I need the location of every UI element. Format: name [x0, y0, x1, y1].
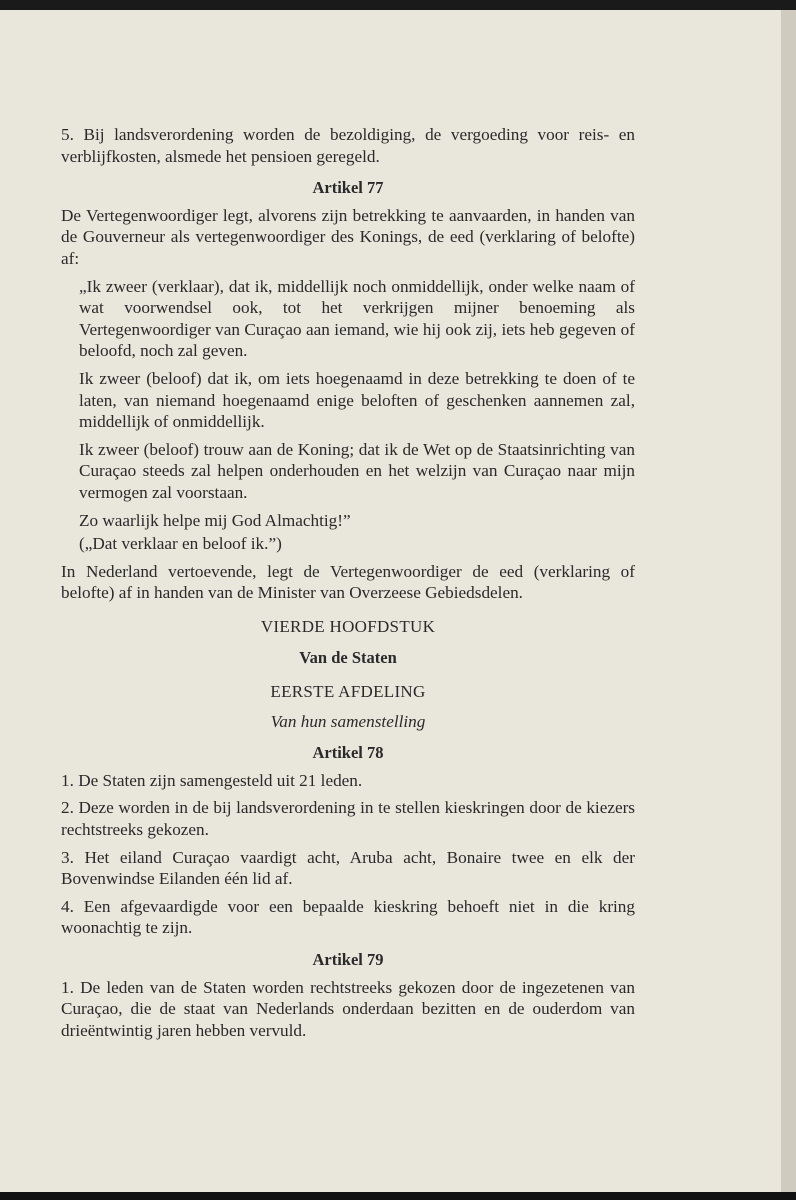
article-79-heading: Artikel 79: [312, 950, 384, 969]
oath-paragraph-3: Ik zweer (beloof) trouw aan de Koning; dat ik de Wet op de Staatsinrichting van Curaçao steeds zal helpen onderhouden en het welzijn van Curaçao naar mijn vermogen zal voorstaan.: [79, 439, 635, 502]
article-78-heading: Artikel 78: [312, 743, 384, 763]
netherlands-paragraph: In Nederland vertoevende, legt de Vertegenwoordiger de eed (verklaring of belofte) af in handen van de Minister van Overzeese Gebiedsdelen.: [61, 561, 635, 603]
paragraph-article-76-5: 5. Bij landsverordening worden de bezoldiging, de vergoeding voor reis- en verblijfkosten, alsmede het pensioen geregeld.: [61, 125, 635, 166]
article-79-item-1: 1. De leden van de Staten worden rechtstreeks gekozen door de ingezetenen van Curaçao, die de staat van Nederlands onderdaan bezitten en de ouderdom van drieëntwintig jaren hebben vervuld.: [61, 977, 635, 1040]
section-subheading: Van hun samenstelling: [270, 711, 426, 731]
oath-paragraph-1: „Ik zweer (verklaar), dat ik, middellijk noch onmiddellijk, onder welke naam of wat voorwendsel ook, tot het verkrijgen mijner benoeming als Vertegenwoordiger van Curaçao aan iemand, wie hij ook zij, iets heb gegeven of beloofd, noch zal geven.: [79, 276, 635, 361]
page-bottom-edge: [0, 1192, 796, 1200]
section-heading: EERSTE AFDELING: [270, 682, 426, 702]
article-78-item-4: 4. Een afgevaardigde voor een bepaalde kieskring behoeft niet in die kring woonachtig te zijn.: [61, 896, 635, 938]
oath-paragraph-2: Ik zweer (beloof) dat ik, om iets hoegenaamd in deze betrekking te doen of te laten, van niemand hoegenaamd enige beloften of geschenken aannemen zal, middellijk of onmiddellijk.: [79, 368, 635, 432]
article-78-item-2: 2. Deze worden in de bij landsverordening in te stellen kieskringen door de kiezers rechtstreeks gekozen.: [61, 798, 635, 840]
oath-block: [61, 276, 635, 555]
chapter-heading: VIERDE HOOFDSTUK: [260, 616, 436, 636]
oath-paragraph-4: Zo waarlijk helpe mij God Almachtig!”: [79, 510, 351, 530]
page-edge: [781, 10, 796, 1192]
article-78-item-3: 3. Het eiland Curaçao vaardigt acht, Aruba acht, Bonaire twee en elk der Bovenwindse Eilanden één lid af.: [61, 847, 635, 889]
document-body: [61, 124, 635, 1047]
article-77-heading: Artikel 77: [312, 178, 384, 198]
chapter-subheading: Van de Staten: [299, 648, 397, 668]
article-77-paragraph: De Vertegenwoordiger legt, alvorens zijn betrekking te aanvaarden, in handen van de Gouverneur als vertegenwoordiger des Konings, de eed (verklaring of belofte) af:: [61, 205, 635, 268]
article-78-item-1: 1. De Staten zijn samengesteld uit 21 leden.: [61, 770, 363, 790]
oath-paragraph-5: („Dat verklaar en beloof ik.”): [79, 534, 282, 554]
